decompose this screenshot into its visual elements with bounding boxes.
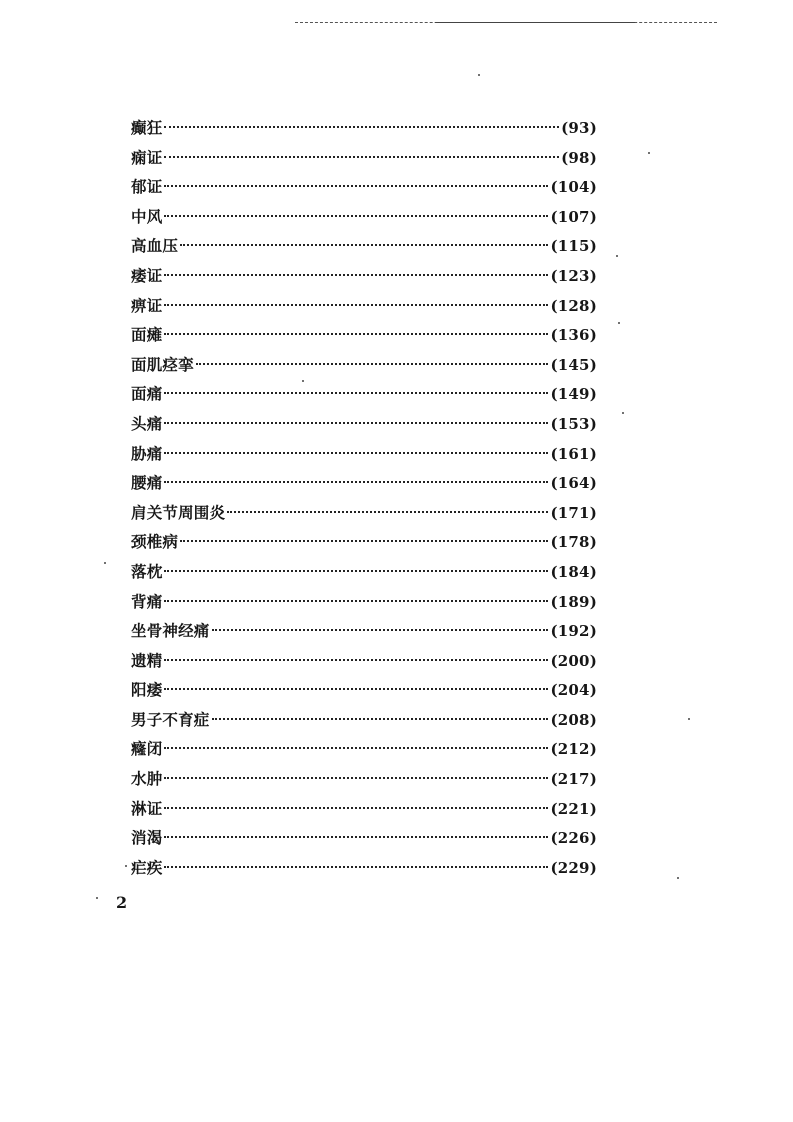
scan-speck [104,562,106,564]
toc-entry-title: 坐骨神经痛 [131,621,210,641]
toc-row[interactable] [131,205,597,235]
toc-row[interactable] [131,294,597,324]
scan-speck [688,718,690,720]
toc-entry-page: (136) [550,326,597,345]
toc-leader [164,836,548,838]
toc-entry-page: (104) [550,178,597,197]
toc-entry-title: 高血压 [131,236,179,256]
toc-entry-title: 腰痛 [131,473,163,493]
toc-entry-title: 头痛 [131,413,163,433]
toc-leader [164,333,548,335]
toc-entry-title: 背痛 [131,591,163,611]
toc-leader [180,244,548,246]
toc-entry-page: (123) [550,266,597,285]
toc-row[interactable] [131,649,597,679]
toc-row[interactable] [131,797,597,827]
toc-leader [164,185,548,187]
toc-row[interactable] [131,501,597,531]
toc-row[interactable] [131,116,597,146]
toc-row[interactable] [131,737,597,767]
toc-leader [164,452,548,454]
toc-row[interactable] [131,678,597,708]
toc-leader [164,659,548,661]
toc-entry-page: (153) [550,414,597,433]
toc-entry-title: 癫狂 [131,118,163,137]
toc-entry-title: 肩关节周围炎 [131,502,226,522]
scan-speck [125,865,127,867]
toc-entry-title: 水肿 [131,769,163,789]
toc-entry-title: 面瘫 [131,325,163,345]
toc-leader [180,540,548,542]
scan-speck [648,152,650,154]
toc-row[interactable] [131,412,597,442]
toc-row[interactable] [131,767,597,797]
scan-speck [478,74,480,76]
scan-speck [616,255,618,257]
toc-row[interactable] [131,619,597,649]
toc-entry-page: (93) [561,119,597,137]
scan-speck [622,412,624,414]
toc-row[interactable] [131,708,597,738]
toc-entry-page: (164) [550,474,597,493]
toc-leader [164,481,548,483]
table-of-contents [131,116,597,885]
toc-leader [164,392,548,394]
toc-leader [212,718,549,720]
toc-entry-page: (161) [550,444,597,463]
toc-leader [164,866,548,868]
toc-entry-page: (221) [550,799,597,818]
toc-entry-page: (212) [550,740,597,759]
toc-leader [164,274,548,276]
toc-entry-page: (115) [550,237,597,256]
toc-entry-title: 面痛 [131,384,163,404]
toc-entry-page: (226) [550,829,597,848]
toc-entry-page: (149) [550,385,597,404]
toc-leader [164,156,559,158]
toc-entry-page: (145) [550,355,597,374]
toc-entry-title: 阳痿 [131,680,163,700]
toc-entry-page: (98) [561,148,597,167]
toc-entry-page: (192) [550,622,597,641]
page-number: 2 [116,893,128,912]
toc-row[interactable] [131,590,597,620]
toc-entry-page: (189) [550,592,597,611]
toc-entry-title: 男子不育症 [131,709,210,729]
top-rule-solid [435,22,635,23]
toc-entry-title: 痹证 [131,295,163,315]
toc-leader [164,215,548,217]
toc-leader [164,777,548,779]
toc-leader [164,422,548,424]
toc-entry-page: (178) [550,533,597,552]
scan-speck [96,897,98,899]
toc-row[interactable] [131,234,597,264]
toc-entry-page: (208) [550,710,597,729]
scan-speck [302,380,304,382]
toc-entry-title: 淋证 [131,798,163,818]
toc-row[interactable] [131,146,597,176]
toc-leader [164,688,548,690]
toc-row[interactable] [131,264,597,294]
toc-leader [164,304,548,306]
toc-row[interactable] [131,560,597,590]
toc-row[interactable] [131,382,597,412]
toc-entry-page: (128) [550,296,597,315]
toc-row[interactable] [131,175,597,205]
toc-leader [227,511,548,513]
toc-entry-title: 中风 [131,206,163,226]
toc-leader [164,570,548,572]
toc-entry-title: 疟疾 [131,857,163,877]
toc-entry-page: (184) [550,562,597,581]
toc-entry-title: 落枕 [131,561,163,581]
toc-row[interactable] [131,856,597,886]
toc-leader [164,600,548,602]
toc-row[interactable] [131,471,597,501]
scan-speck [618,322,620,324]
toc-row[interactable] [131,442,597,472]
toc-entry-title: 胁痛 [131,443,163,463]
toc-entry-page: (171) [550,503,597,522]
toc-row[interactable] [131,323,597,353]
toc-entry-page: (107) [550,207,597,226]
toc-entry-page: (200) [550,651,597,670]
toc-entry-title: 郁证 [131,177,163,197]
toc-entry-title: 痿证 [131,265,163,285]
toc-leader [196,363,549,365]
toc-entry-title: 遗精 [131,650,163,670]
toc-entry-title: 颈椎病 [131,532,179,552]
toc-leader [164,747,548,749]
toc-entry-title: 面肌痉挛 [131,354,194,374]
toc-entry-title: 痫证 [131,147,163,167]
toc-entry-page: (229) [550,858,597,877]
toc-entry-title: 消渴 [131,828,163,848]
toc-row[interactable] [131,530,597,560]
toc-leader [164,807,548,809]
toc-leader [164,126,559,128]
toc-entry-title: 癃闭 [131,739,163,759]
toc-entry-page: (204) [550,681,597,700]
toc-entry-page: (217) [550,770,597,789]
toc-row[interactable] [131,826,597,856]
toc-row[interactable] [131,353,597,383]
scan-speck [677,877,679,879]
toc-leader [212,629,549,631]
